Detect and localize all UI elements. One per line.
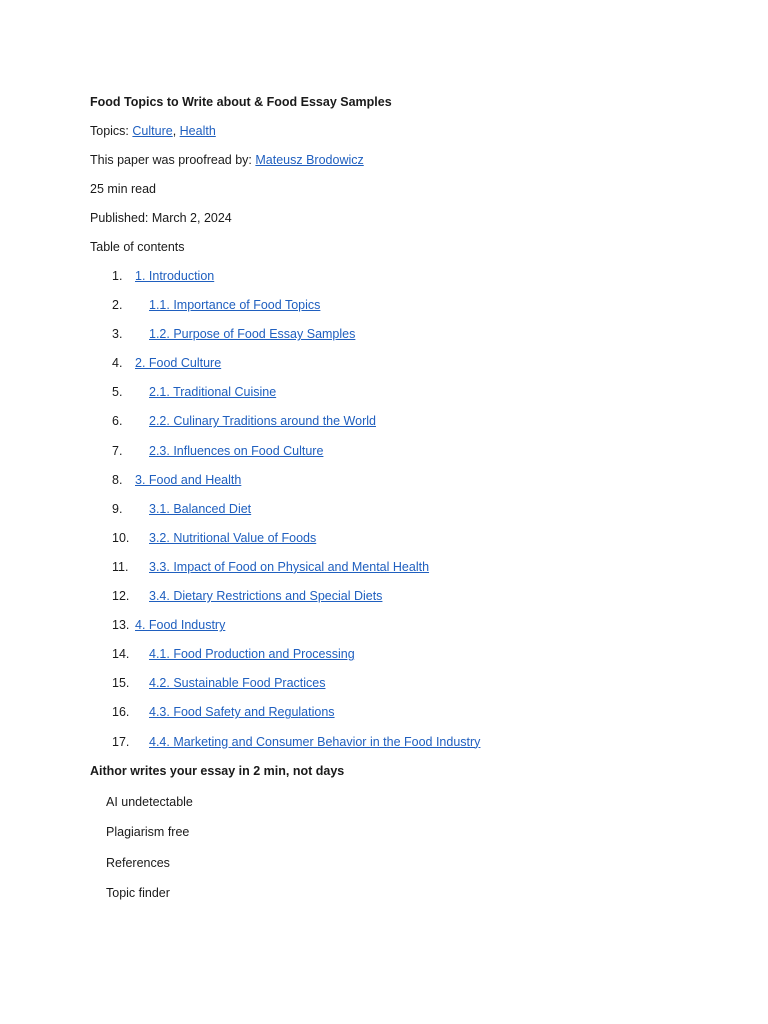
toc-link[interactable]: 2. Food Culture [135, 356, 222, 371]
toc-item-number: 16. [112, 705, 130, 720]
toc-link[interactable]: 3.1. Balanced Diet [149, 501, 252, 516]
toc-item-number: 5. [112, 385, 123, 400]
article-title: Food Topics to Write about & Food Essay Samples [90, 95, 392, 109]
toc-link[interactable]: 1.2. Purpose of Food Essay Samples [149, 327, 356, 342]
toc-item-number: 7. [112, 443, 123, 458]
promo-feature-item: References [106, 855, 170, 870]
toc-item-number: 3. [112, 327, 123, 342]
toc-item-number: 4. [112, 356, 123, 371]
toc-item-number: 12. [112, 589, 130, 604]
toc-item [90, 673, 710, 702]
toc-link[interactable]: 3.4. Dietary Restrictions and Special Diets [149, 589, 383, 604]
toc-item [90, 441, 710, 470]
topics-separator: , [172, 124, 180, 138]
toc-item [90, 324, 710, 353]
published-date: Published: March 2, 2024 [90, 211, 232, 225]
promo-feature-item: AI undetectable [106, 794, 193, 809]
toc-link[interactable]: 1. Introduction [135, 269, 215, 283]
toc-link[interactable]: 4.3. Food Safety and Regulations [149, 705, 335, 720]
toc-item-number: 6. [112, 414, 123, 429]
promo-feature-item: Plagiarism free [106, 825, 190, 840]
toc-link[interactable]: 4.4. Marketing and Consumer Behavior in the Food Industry [149, 734, 481, 749]
toc-item-number: 13. [112, 618, 130, 633]
toc-link[interactable]: 3.2. Nutritional Value of Foods [149, 530, 317, 545]
toc-item [90, 586, 710, 615]
toc-link[interactable]: 2.1. Traditional Cuisine [149, 385, 277, 400]
toc-item-number: 9. [112, 501, 123, 516]
toc-item [90, 411, 710, 440]
toc-item-number: 11. [112, 559, 129, 574]
toc-item [90, 382, 710, 411]
toc-item [90, 557, 710, 586]
toc-link[interactable]: 1.1. Importance of Food Topics [149, 298, 321, 313]
topic-link-culture[interactable]: Culture [132, 124, 173, 138]
toc-link[interactable]: 4. Food Industry [135, 618, 226, 633]
toc-link[interactable]: 2.3. Influences on Food Culture [149, 443, 324, 458]
toc-item [90, 353, 710, 382]
toc-item-number: 17. [112, 734, 130, 749]
document-page [90, 92, 710, 914]
proofreader-link[interactable]: Mateusz Brodowicz [255, 153, 364, 167]
toc-link[interactable]: 3.3. Impact of Food on Physical and Mental Health [149, 559, 430, 574]
table-of-contents [90, 266, 710, 761]
toc-item [90, 266, 710, 295]
toc-item [90, 499, 710, 528]
toc-item [90, 702, 710, 731]
toc-item-number: 1. [112, 269, 123, 283]
toc-item-number: 8. [112, 472, 123, 487]
toc-link[interactable]: 3. Food and Health [135, 472, 242, 487]
toc-item-number: 14. [112, 647, 130, 662]
proofread-line [90, 150, 710, 179]
toc-item [90, 528, 710, 557]
read-time: 25 min read [90, 182, 157, 196]
toc-item [90, 295, 710, 324]
toc-item [90, 615, 710, 644]
topics-label: Topics: [90, 124, 133, 138]
toc-link[interactable]: 2.2. Culinary Traditions around the World [149, 414, 376, 429]
proofread-label: This paper was proofread by: [90, 153, 256, 167]
toc-item-number: 2. [112, 298, 123, 313]
toc-item-number: 15. [112, 676, 130, 691]
topic-link-health[interactable]: Health [179, 124, 216, 138]
toc-item [90, 732, 710, 761]
promo-feature-list [90, 792, 710, 914]
toc-link[interactable]: 4.1. Food Production and Processing [149, 647, 355, 662]
toc-heading: Table of contents [90, 240, 185, 254]
toc-item-number: 10. [112, 530, 130, 545]
topics-line [90, 121, 710, 150]
toc-link[interactable]: 4.2. Sustainable Food Practices [149, 676, 326, 691]
toc-item [90, 644, 710, 673]
toc-item [90, 470, 710, 499]
promo-heading: Aithor writes your essay in 2 min, not days [90, 763, 345, 778]
promo-feature-item: Topic finder [106, 886, 170, 901]
